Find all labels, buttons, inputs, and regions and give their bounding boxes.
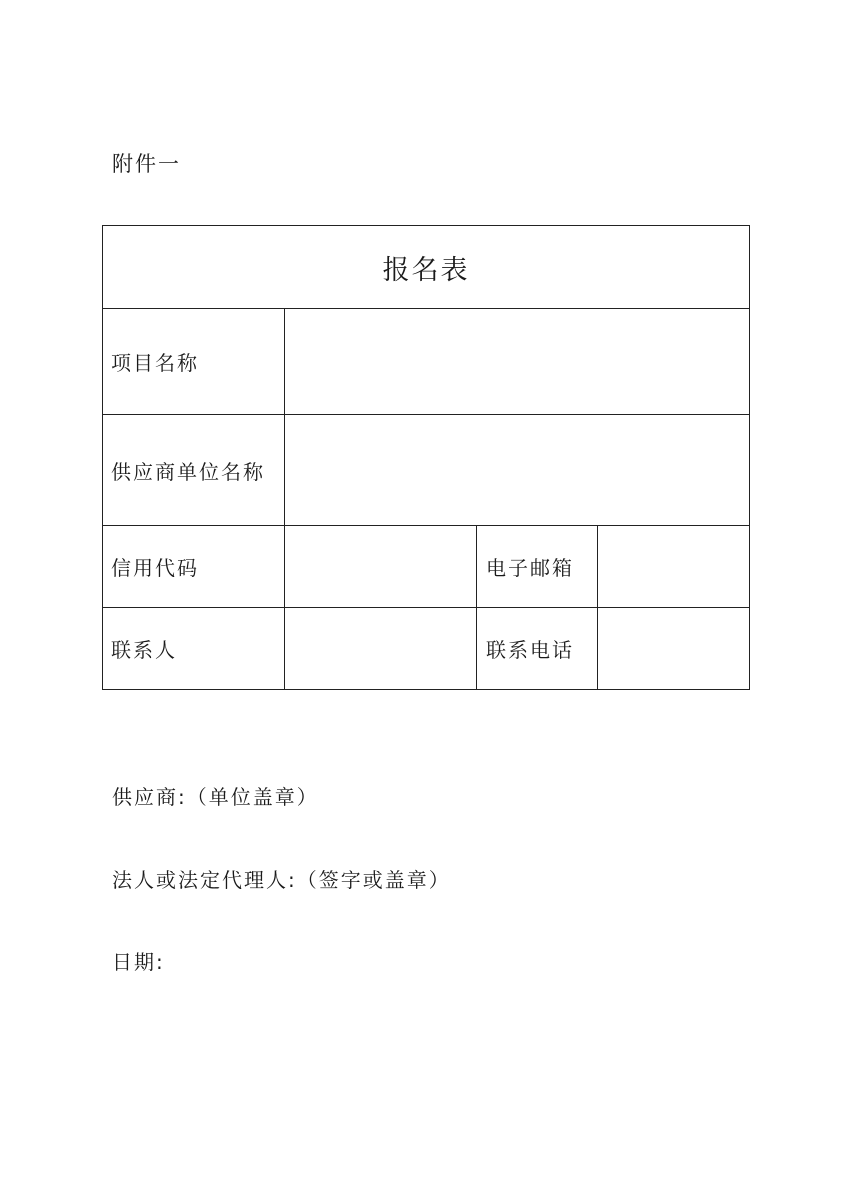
registration-form-table: [102, 225, 750, 690]
form-title-row: [103, 226, 750, 309]
supplier-name-label: 供应商单位名称: [103, 415, 285, 526]
attachment-label: 附件一: [112, 152, 181, 176]
supplier-name-row: [103, 415, 750, 526]
form-title: 报名表: [103, 226, 750, 309]
supplier-seal-line: 供应商:（单位盖章）: [112, 785, 319, 809]
project-name-label: 项目名称: [103, 309, 285, 415]
legal-rep-signature-line: 法人或法定代理人:（签字或盖章）: [112, 868, 451, 892]
phone-label: 联系电话: [477, 608, 598, 690]
email-label: 电子邮箱: [477, 526, 598, 608]
credit-email-row: [103, 526, 750, 608]
contact-field[interactable]: [285, 608, 477, 690]
email-field[interactable]: [598, 526, 750, 608]
credit-code-label: 信用代码: [103, 526, 285, 608]
credit-code-field[interactable]: [285, 526, 477, 608]
phone-field[interactable]: [598, 608, 750, 690]
project-name-row: [103, 309, 750, 415]
contact-label: 联系人: [103, 608, 285, 690]
contact-phone-row: [103, 608, 750, 690]
project-name-field[interactable]: [285, 309, 750, 415]
date-line: 日期:: [112, 950, 165, 974]
supplier-name-field[interactable]: [285, 415, 750, 526]
